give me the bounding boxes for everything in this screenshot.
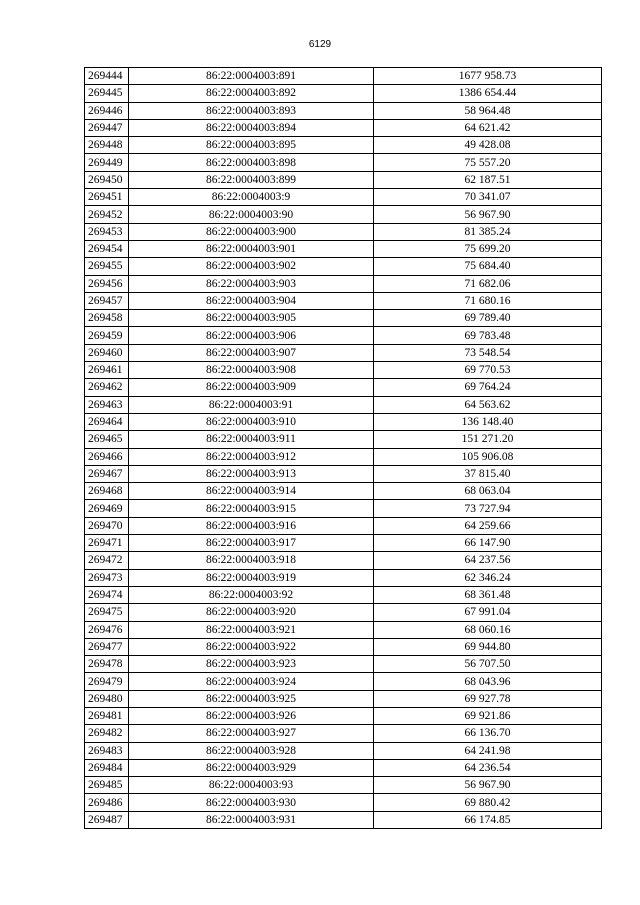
table-row <box>85 362 602 379</box>
table-row <box>85 465 602 482</box>
cadastral-number-cell: 86:22:0004003:903 <box>129 275 374 292</box>
cadastral-value-cell: 64 237.56 <box>374 552 602 569</box>
table-row <box>85 431 602 448</box>
row-id-cell: 269486 <box>85 794 129 811</box>
row-id-cell: 269478 <box>85 656 129 673</box>
table-row <box>85 68 602 85</box>
cadastral-number-cell: 86:22:0004003:902 <box>129 258 374 275</box>
table-row <box>85 500 602 517</box>
cadastral-number-cell: 86:22:0004003:904 <box>129 292 374 309</box>
row-id-cell: 269470 <box>85 517 129 534</box>
cadastral-number-cell: 86:22:0004003:9 <box>129 189 374 206</box>
cadastral-value-cell: 62 187.51 <box>374 171 602 188</box>
table-row <box>85 656 602 673</box>
cadastral-number-cell: 86:22:0004003:922 <box>129 638 374 655</box>
cadastral-number-cell: 86:22:0004003:905 <box>129 310 374 327</box>
row-id-cell: 269482 <box>85 725 129 742</box>
table-row <box>85 327 602 344</box>
cadastral-number-cell: 86:22:0004003:930 <box>129 794 374 811</box>
row-id-cell: 269466 <box>85 448 129 465</box>
table-row <box>85 673 602 690</box>
table-row <box>85 396 602 413</box>
table-row <box>85 535 602 552</box>
cadastral-number-cell: 86:22:0004003:923 <box>129 656 374 673</box>
row-id-cell: 269455 <box>85 258 129 275</box>
table-row <box>85 811 602 828</box>
table-row <box>85 137 602 154</box>
page-number: 6129 <box>308 39 332 50</box>
row-id-cell: 269451 <box>85 189 129 206</box>
cadastral-value-cell: 81 385.24 <box>374 223 602 240</box>
cadastral-number-cell: 86:22:0004003:928 <box>129 742 374 759</box>
cadastral-value-cell: 66 136.70 <box>374 725 602 742</box>
row-id-cell: 269453 <box>85 223 129 240</box>
cadastral-number-cell: 86:22:0004003:914 <box>129 483 374 500</box>
row-id-cell: 269454 <box>85 240 129 257</box>
row-id-cell: 269465 <box>85 431 129 448</box>
cadastral-value-cell: 105 906.08 <box>374 448 602 465</box>
table-row <box>85 206 602 223</box>
table-row <box>85 483 602 500</box>
cadastral-number-cell: 86:22:0004003:92 <box>129 586 374 603</box>
cadastral-value-cell: 64 621.42 <box>374 119 602 136</box>
cadastral-value-cell: 66 147.90 <box>374 535 602 552</box>
row-id-cell: 269445 <box>85 85 129 102</box>
cadastral-value-cell: 69 789.40 <box>374 310 602 327</box>
cadastral-number-cell: 86:22:0004003:920 <box>129 604 374 621</box>
cadastral-number-cell: 86:22:0004003:912 <box>129 448 374 465</box>
table-row <box>85 586 602 603</box>
table-row <box>85 742 602 759</box>
cadastral-value-cell: 69 927.78 <box>374 690 602 707</box>
cadastral-value-cell: 67 991.04 <box>374 604 602 621</box>
cadastral-number-cell: 86:22:0004003:93 <box>129 777 374 794</box>
row-id-cell: 269459 <box>85 327 129 344</box>
cadastral-number-cell: 86:22:0004003:917 <box>129 535 374 552</box>
cadastral-value-cell: 69 880.42 <box>374 794 602 811</box>
cadastral-value-cell: 69 770.53 <box>374 362 602 379</box>
cadastral-value-cell: 58 964.48 <box>374 102 602 119</box>
cadastral-value-cell: 68 043.96 <box>374 673 602 690</box>
table-row <box>85 258 602 275</box>
cadastral-number-cell: 86:22:0004003:898 <box>129 154 374 171</box>
cadastral-number-cell: 86:22:0004003:927 <box>129 725 374 742</box>
cadastral-number-cell: 86:22:0004003:911 <box>129 431 374 448</box>
cadastral-value-cell: 64 236.54 <box>374 759 602 776</box>
row-id-cell: 269450 <box>85 171 129 188</box>
cadastral-number-cell: 86:22:0004003:919 <box>129 569 374 586</box>
row-id-cell: 269462 <box>85 379 129 396</box>
cadastral-value-cell: 68 063.04 <box>374 483 602 500</box>
row-id-cell: 269479 <box>85 673 129 690</box>
cadastral-value-cell: 75 699.20 <box>374 240 602 257</box>
cadastral-value-cell: 151 271.20 <box>374 431 602 448</box>
cadastral-number-cell: 86:22:0004003:915 <box>129 500 374 517</box>
row-id-cell: 269449 <box>85 154 129 171</box>
row-id-cell: 269473 <box>85 569 129 586</box>
row-id-cell: 269456 <box>85 275 129 292</box>
row-id-cell: 269464 <box>85 413 129 430</box>
cadastral-number-cell: 86:22:0004003:900 <box>129 223 374 240</box>
row-id-cell: 269481 <box>85 707 129 724</box>
cadastral-value-cell: 64 241.98 <box>374 742 602 759</box>
row-id-cell: 269475 <box>85 604 129 621</box>
row-id-cell: 269447 <box>85 119 129 136</box>
table-row <box>85 154 602 171</box>
cadastral-number-cell: 86:22:0004003:931 <box>129 811 374 828</box>
cadastral-number-cell: 86:22:0004003:924 <box>129 673 374 690</box>
table-row <box>85 604 602 621</box>
table-row <box>85 725 602 742</box>
row-id-cell: 269480 <box>85 690 129 707</box>
table-row <box>85 171 602 188</box>
table-row <box>85 707 602 724</box>
cadastral-value-cell: 62 346.24 <box>374 569 602 586</box>
table-row <box>85 275 602 292</box>
row-id-cell: 269469 <box>85 500 129 517</box>
cadastral-number-cell: 86:22:0004003:909 <box>129 379 374 396</box>
table-row <box>85 119 602 136</box>
row-id-cell: 269484 <box>85 759 129 776</box>
cadastral-number-cell: 86:22:0004003:918 <box>129 552 374 569</box>
table-row <box>85 344 602 361</box>
cadastral-number-cell: 86:22:0004003:901 <box>129 240 374 257</box>
cadastral-value-cell: 69 764.24 <box>374 379 602 396</box>
row-id-cell: 269485 <box>85 777 129 794</box>
cadastral-value-cell: 73 548.54 <box>374 344 602 361</box>
cadastral-value-cell: 68 060.16 <box>374 621 602 638</box>
cadastral-value-cell: 64 259.66 <box>374 517 602 534</box>
cadastral-number-cell: 86:22:0004003:899 <box>129 171 374 188</box>
cadastral-value-cell: 69 783.48 <box>374 327 602 344</box>
cadastral-number-cell: 86:22:0004003:908 <box>129 362 374 379</box>
cadastral-value-cell: 75 557.20 <box>374 154 602 171</box>
cadastral-value-cell: 71 680.16 <box>374 292 602 309</box>
table-row <box>85 223 602 240</box>
cadastral-value-cell: 37 815.40 <box>374 465 602 482</box>
table-row <box>85 379 602 396</box>
cadastral-value-cell: 69 921.86 <box>374 707 602 724</box>
table-row <box>85 517 602 534</box>
row-id-cell: 269461 <box>85 362 129 379</box>
cadastral-number-cell: 86:22:0004003:894 <box>129 119 374 136</box>
table-row <box>85 102 602 119</box>
row-id-cell: 269472 <box>85 552 129 569</box>
cadastral-value-cell: 70 341.07 <box>374 189 602 206</box>
cadastral-value-cell: 136 148.40 <box>374 413 602 430</box>
cadastral-value-cell: 1677 958.73 <box>374 68 602 85</box>
table-row <box>85 240 602 257</box>
row-id-cell: 269458 <box>85 310 129 327</box>
cadastral-number-cell: 86:22:0004003:895 <box>129 137 374 154</box>
cadastral-number-cell: 86:22:0004003:913 <box>129 465 374 482</box>
table-row <box>85 448 602 465</box>
cadastral-value-table <box>84 67 602 829</box>
row-id-cell: 269463 <box>85 396 129 413</box>
row-id-cell: 269468 <box>85 483 129 500</box>
cadastral-number-cell: 86:22:0004003:91 <box>129 396 374 413</box>
cadastral-value-cell: 56 967.90 <box>374 206 602 223</box>
row-id-cell: 269476 <box>85 621 129 638</box>
table-body <box>85 68 602 829</box>
table-row <box>85 638 602 655</box>
cadastral-number-cell: 86:22:0004003:916 <box>129 517 374 534</box>
cadastral-value-cell: 73 727.94 <box>374 500 602 517</box>
table-row <box>85 569 602 586</box>
cadastral-value-cell: 71 682.06 <box>374 275 602 292</box>
table-row <box>85 794 602 811</box>
cadastral-value-cell: 75 684.40 <box>374 258 602 275</box>
row-id-cell: 269446 <box>85 102 129 119</box>
row-id-cell: 269471 <box>85 535 129 552</box>
table-row <box>85 759 602 776</box>
cadastral-value-cell: 1386 654.44 <box>374 85 602 102</box>
row-id-cell: 269467 <box>85 465 129 482</box>
cadastral-value-cell: 64 563.62 <box>374 396 602 413</box>
cadastral-value-cell: 56 707.50 <box>374 656 602 673</box>
cadastral-number-cell: 86:22:0004003:906 <box>129 327 374 344</box>
cadastral-number-cell: 86:22:0004003:891 <box>129 68 374 85</box>
table-row <box>85 292 602 309</box>
cadastral-number-cell: 86:22:0004003:893 <box>129 102 374 119</box>
cadastral-number-cell: 86:22:0004003:926 <box>129 707 374 724</box>
table-row <box>85 621 602 638</box>
cadastral-value-cell: 56 967.90 <box>374 777 602 794</box>
row-id-cell: 269457 <box>85 292 129 309</box>
row-id-cell: 269483 <box>85 742 129 759</box>
table-row <box>85 85 602 102</box>
row-id-cell: 269444 <box>85 68 129 85</box>
cadastral-number-cell: 86:22:0004003:921 <box>129 621 374 638</box>
row-id-cell: 269474 <box>85 586 129 603</box>
cadastral-number-cell: 86:22:0004003:90 <box>129 206 374 223</box>
row-id-cell: 269448 <box>85 137 129 154</box>
table-row <box>85 189 602 206</box>
cadastral-number-cell: 86:22:0004003:910 <box>129 413 374 430</box>
cadastral-number-cell: 86:22:0004003:925 <box>129 690 374 707</box>
table-row <box>85 690 602 707</box>
cadastral-number-cell: 86:22:0004003:907 <box>129 344 374 361</box>
cadastral-value-cell: 69 944.80 <box>374 638 602 655</box>
table-row <box>85 413 602 430</box>
cadastral-value-cell: 68 361.48 <box>374 586 602 603</box>
cadastral-number-cell: 86:22:0004003:892 <box>129 85 374 102</box>
row-id-cell: 269477 <box>85 638 129 655</box>
cadastral-number-cell: 86:22:0004003:929 <box>129 759 374 776</box>
row-id-cell: 269452 <box>85 206 129 223</box>
cadastral-value-cell: 66 174.85 <box>374 811 602 828</box>
cadastral-value-cell: 49 428.08 <box>374 137 602 154</box>
table-row <box>85 552 602 569</box>
row-id-cell: 269460 <box>85 344 129 361</box>
table-row <box>85 777 602 794</box>
row-id-cell: 269487 <box>85 811 129 828</box>
table-row <box>85 310 602 327</box>
